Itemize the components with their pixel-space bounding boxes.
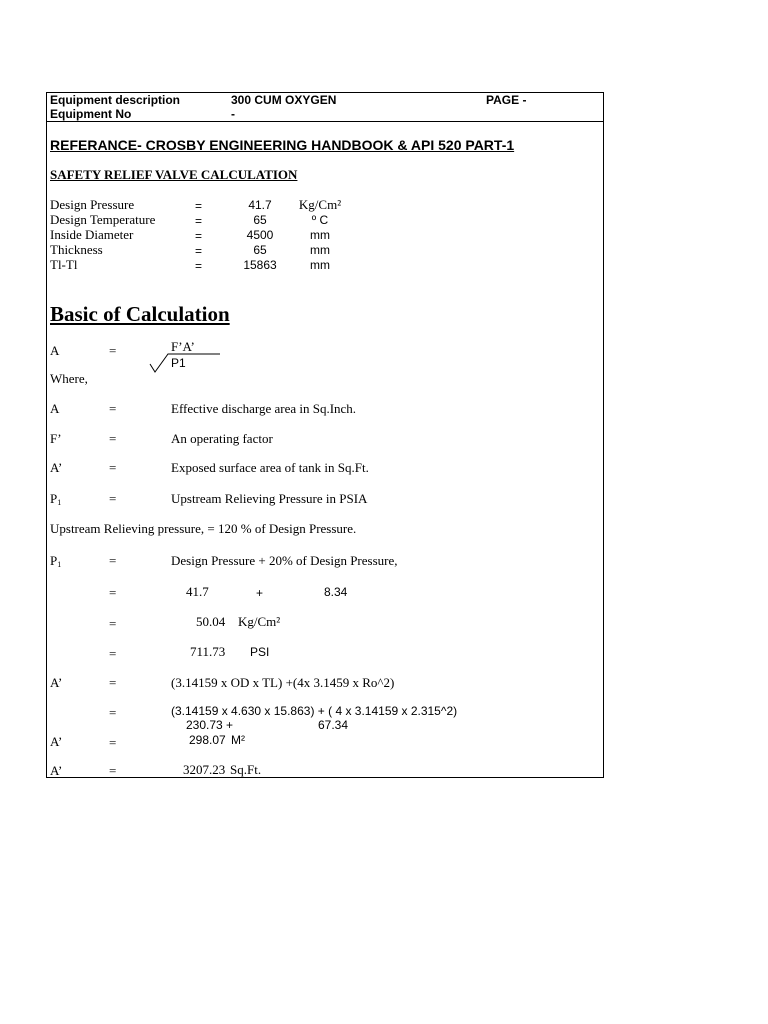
area-partial-sum: 230.73 + <box>186 718 234 732</box>
equipment-description-value: 300 CUM OXYGEN <box>231 93 337 107</box>
p1-psi-value: 711.73 <box>190 644 226 659</box>
p1-result-value: 50.04 <box>196 614 226 629</box>
param-label: Tl-Tl <box>50 257 78 272</box>
definition-symbol: A’ <box>50 460 63 475</box>
reference-title: REFERANCE- CROSBY ENGINEERING HANDBOOK & API 520 PART-1 <box>50 137 515 153</box>
upstream-note: Upstream Relieving pressure, = 120 % of Design Pressure. <box>50 521 357 536</box>
p1-expression: Design Pressure + 20% of Design Pressure, <box>171 553 398 568</box>
definition-text: An operating factor <box>171 431 273 446</box>
equipment-description-label: Equipment description <box>50 93 181 107</box>
param-equals: = <box>195 259 203 273</box>
p1-result-unit: Kg/Cm² <box>238 614 281 629</box>
param-value: 15863 <box>243 258 277 272</box>
definition-text: Exposed surface area of tank in Sq.Ft. <box>171 460 369 475</box>
formula-denominator: P1 <box>171 356 186 370</box>
param-value: 65 <box>253 243 267 257</box>
param-label: Design Pressure <box>50 197 135 212</box>
area-formula: (3.14159 x OD x TL) +(4x 3.1459 x Ro^2) <box>171 675 395 690</box>
param-unit: mm <box>310 258 330 272</box>
area-substituted-formula: (3.14159 x 4.630 x 15.863) + ( 4 x 3.14159 x 2.315^2) <box>171 704 458 718</box>
definition-equals: = <box>109 460 117 475</box>
p1-design-pressure-value: 41.7 <box>186 584 209 599</box>
equipment-no-value: - <box>231 107 235 121</box>
param-label: Inside Diameter <box>50 227 134 242</box>
p1-equals: = <box>109 553 117 568</box>
area-equals: = <box>109 675 117 690</box>
param-label: Thickness <box>50 242 103 257</box>
param-equals: = <box>195 229 203 243</box>
param-equals: = <box>195 199 203 213</box>
param-unit: mm <box>310 228 330 242</box>
param-unit: º C <box>311 213 329 227</box>
definition-equals: = <box>109 431 117 446</box>
definition-equals: = <box>109 401 117 416</box>
area-equals: = <box>109 705 117 720</box>
area-final-value: 3207.23 <box>183 762 226 777</box>
definition-symbol: A <box>50 401 60 416</box>
formula-equals: = <box>109 343 117 358</box>
definition-text: Effective discharge area in Sq.Inch. <box>171 401 357 416</box>
p1-psi-unit: PSI <box>250 645 270 659</box>
header-divider <box>46 121 604 122</box>
area-final-unit: Sq.Ft. <box>230 762 262 777</box>
param-unit: mm <box>310 243 330 257</box>
area-result-value: 298.07 <box>189 733 226 747</box>
area-equals: = <box>109 763 117 778</box>
equipment-no-label: Equipment No <box>50 107 132 121</box>
param-value: 65 <box>253 213 267 227</box>
area-symbol: A’ <box>50 734 63 749</box>
p1-equals: = <box>109 616 117 631</box>
area-symbol: A’ <box>50 763 63 778</box>
section-title: SAFETY RELIEF VALVE CALCULATION <box>50 167 298 182</box>
square-root-icon <box>148 352 228 376</box>
param-label: Design Temperature <box>50 212 156 227</box>
p1-equals: = <box>109 646 117 661</box>
param-equals: = <box>195 244 203 258</box>
basic-calculation-title: Basic of Calculation <box>50 302 230 326</box>
definition-symbol: $P_1$ <box>50 491 62 507</box>
area-symbol: A’ <box>50 675 63 690</box>
area-equals: = <box>109 735 117 750</box>
definition-equals: = <box>109 491 117 506</box>
param-equals: = <box>195 214 203 228</box>
page-label: PAGE - <box>486 93 527 107</box>
param-unit: Kg/Cm² <box>298 197 342 212</box>
area-result-unit: M² <box>231 733 245 747</box>
where-label: Where, <box>50 371 88 386</box>
formula-lhs: A <box>50 343 60 358</box>
definition-text: Upstream Relieving Pressure in PSIA <box>171 491 368 506</box>
p1-increment-value: 8.34 <box>324 585 348 599</box>
p1-plus: + <box>256 586 264 600</box>
param-value: 4500 <box>246 228 274 242</box>
definition-symbol: F’ <box>50 431 62 446</box>
formula-numerator: F’A’ <box>171 339 195 354</box>
p1-symbol: $P_1$ <box>50 553 62 569</box>
p1-equals: = <box>109 585 117 600</box>
param-value: 41.7 <box>248 198 272 212</box>
area-partial-value: 67.34 <box>318 718 349 732</box>
